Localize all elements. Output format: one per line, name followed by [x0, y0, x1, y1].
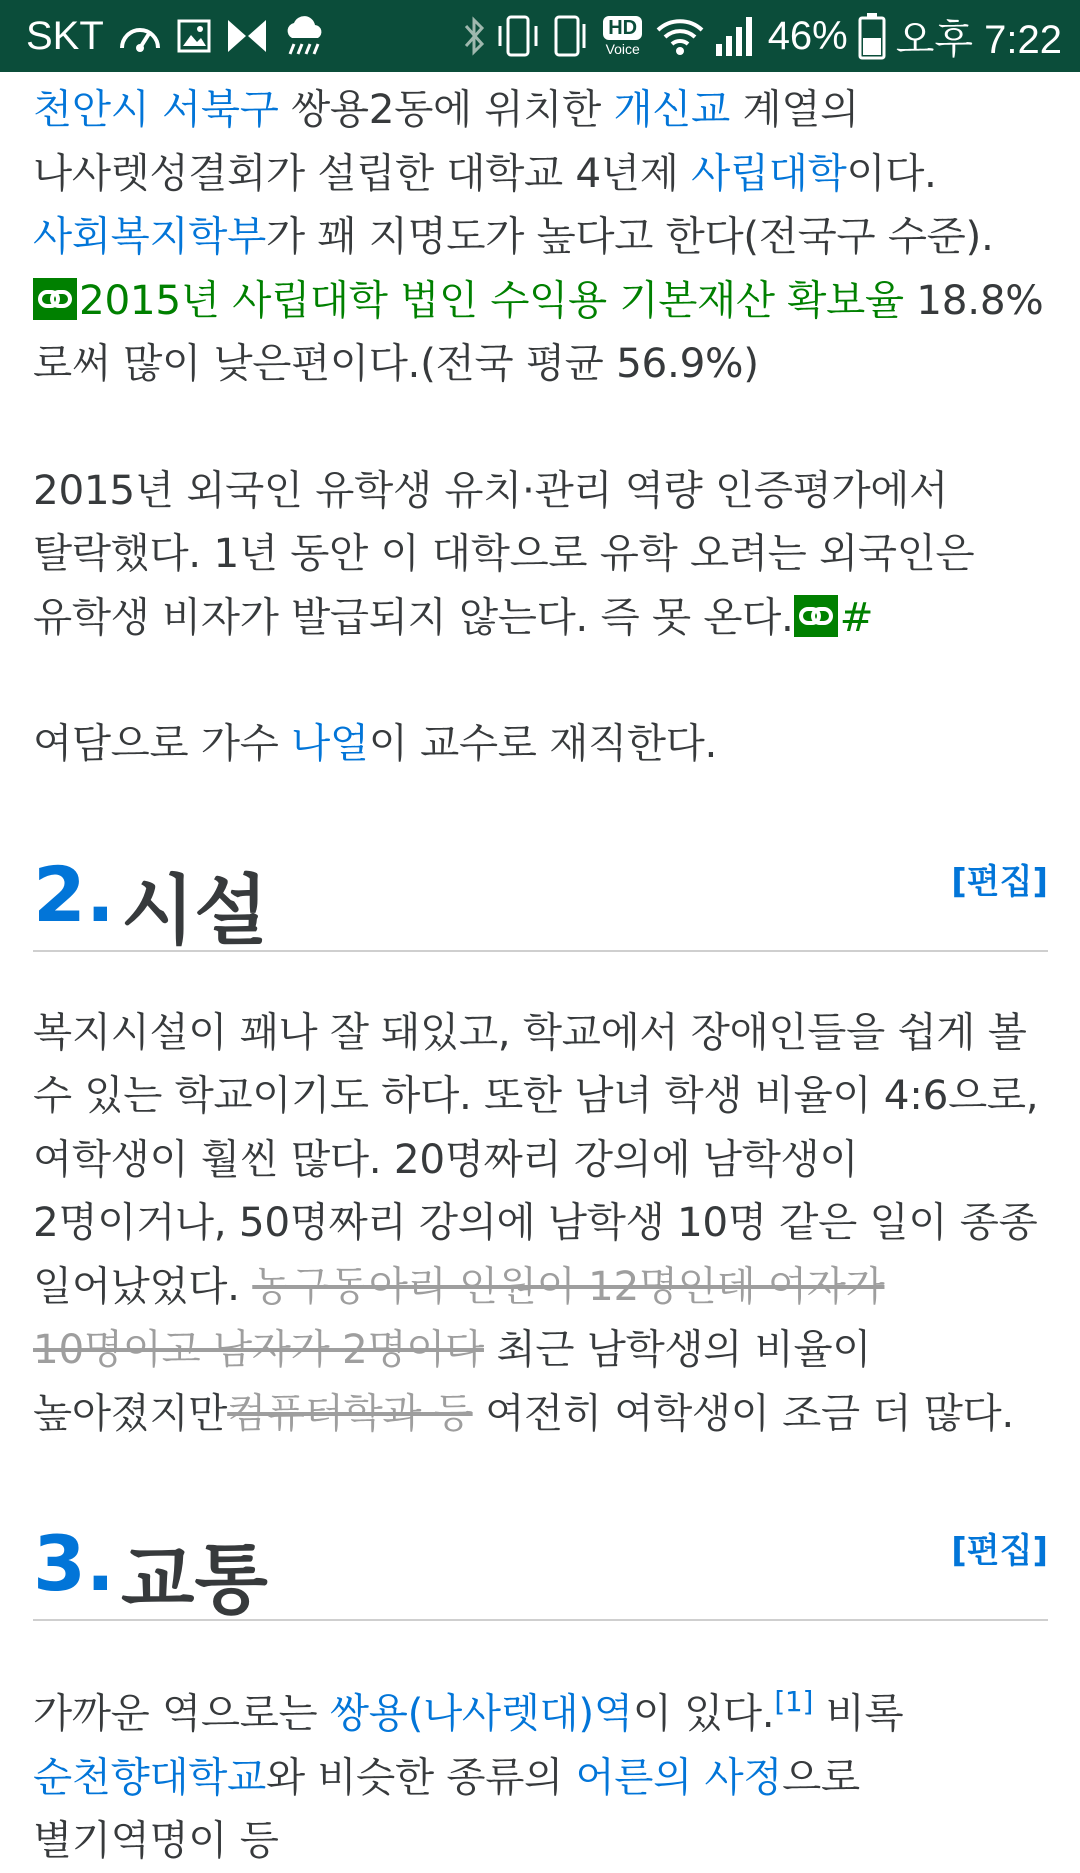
text: 이 교수로 재직한다. [368, 719, 718, 767]
image-icon [176, 18, 212, 54]
external-link-icon[interactable] [794, 595, 838, 637]
text: 여담으로 가수 [33, 719, 292, 767]
paragraph-trivia [33, 712, 1048, 776]
battery-percent: 46% [767, 13, 848, 58]
clock: 오후 7:22 [895, 17, 1062, 62]
link-cheonan-seobuk[interactable]: 천안시 서북구 [33, 85, 279, 133]
wifi-icon [656, 16, 704, 56]
link-protestant[interactable]: 개신교 [613, 85, 730, 133]
carrier-label: SKT [26, 13, 104, 58]
text: 계열의 나사렛성결회가 설립한 대학교 4년제 [33, 85, 859, 197]
status-bar [0, 0, 1080, 72]
paragraph-intro [33, 78, 1048, 396]
strikethrough-text: 농구동아리 인원이 12명인데 여자가 10명이고 남자가 2명이다 [33, 1261, 885, 1373]
bowtie-app-icon [226, 18, 268, 54]
rain-cloud-icon [282, 14, 328, 58]
external-link-hash[interactable]: # [839, 592, 874, 641]
link-naul[interactable]: 나얼 [291, 719, 369, 767]
text: 비록 [813, 1689, 904, 1737]
section-number: 3. [33, 1519, 115, 1608]
text: 18.8%로써 많이 낮은편이다.(전국 평균 56.9%) [33, 275, 1044, 387]
speedometer-icon [118, 16, 162, 56]
link-soonchunhyang[interactable]: 순천향대학교 [33, 1752, 266, 1801]
section-heading-transport [33, 1515, 1048, 1624]
text: 이다. [846, 148, 937, 197]
text: 복지시설이 꽤나 잘 돼있고, 학교에서 장애인들을 쉽게 볼 수 있는 학교이기도 하다. 또한 남녀 학생 비율이 4:6으로, 여학생이 훨씬 많다. 20명짜리 강의에 남학생이 2명이거나, 50명짜리 강의에 남학생 10명 같은 일이 종종 일어났었다. [33, 1007, 1039, 1310]
link-social-welfare[interactable]: 사회복지학부 [33, 212, 266, 260]
hd-label: HD [603, 16, 642, 40]
hd-voice-icon [600, 13, 646, 59]
text: 이 있다. [632, 1689, 775, 1737]
section-number: 2. [33, 849, 115, 939]
text: 가 꽤 지명도가 높다고 한다(전국구 수준). [265, 212, 994, 260]
text: 으로 별기역명이 등 [33, 1752, 860, 1864]
text: 가까운 역으로는 [33, 1689, 330, 1737]
edit-link[interactable]: [편집] [951, 1531, 1048, 1571]
link-adult-circumstances[interactable]: 어른의 사정 [575, 1752, 783, 1801]
text: 여전히 여학생이 조금 더 많다. [472, 1388, 1014, 1437]
link-private-university[interactable]: 사립대학 [691, 148, 847, 197]
paragraph-transport [33, 1670, 1048, 1873]
paragraph-foreign-students [33, 459, 1048, 650]
article-content [33, 72, 1048, 1873]
section-title: 교통 [121, 1535, 268, 1624]
strikethrough-text: 컴퓨터학과 등 [227, 1388, 473, 1437]
voice-label: Voice [605, 41, 640, 57]
text: 쌍용2동에 위치한 [278, 85, 614, 133]
text: 와 비슷한 종류의 [265, 1752, 576, 1801]
text: 2015년 외국인 유학생 유치·관리 역량 인증평가에서 탈락했다. 1년 동안 이 대학으로 유학 오려는 외국인은 유학생 비자가 발급되지 않는다. 즉 못 온다. [33, 465, 975, 641]
section-title: 시설 [121, 865, 268, 955]
battery-icon [858, 12, 886, 60]
link-ssangyong-station[interactable]: 쌍용(나사렛대)역 [329, 1689, 633, 1737]
edit-link[interactable]: [편집] [951, 861, 1048, 902]
paragraph-facilities [33, 1001, 1048, 1446]
text: 최근 남학생의 비율이 높아졌지만 [33, 1325, 872, 1437]
external-link-icon[interactable] [33, 278, 77, 320]
signal-icon [714, 14, 758, 58]
phone-outline-icon [550, 14, 590, 58]
vibrate-icon [496, 14, 540, 58]
external-link-endowment[interactable]: 2015년 사립대학 법인 수익용 기본재산 확보율 [79, 275, 904, 324]
bluetooth-icon [462, 16, 486, 56]
footnote-link[interactable]: [1] [774, 1685, 814, 1718]
section-heading-facilities [33, 846, 1048, 955]
